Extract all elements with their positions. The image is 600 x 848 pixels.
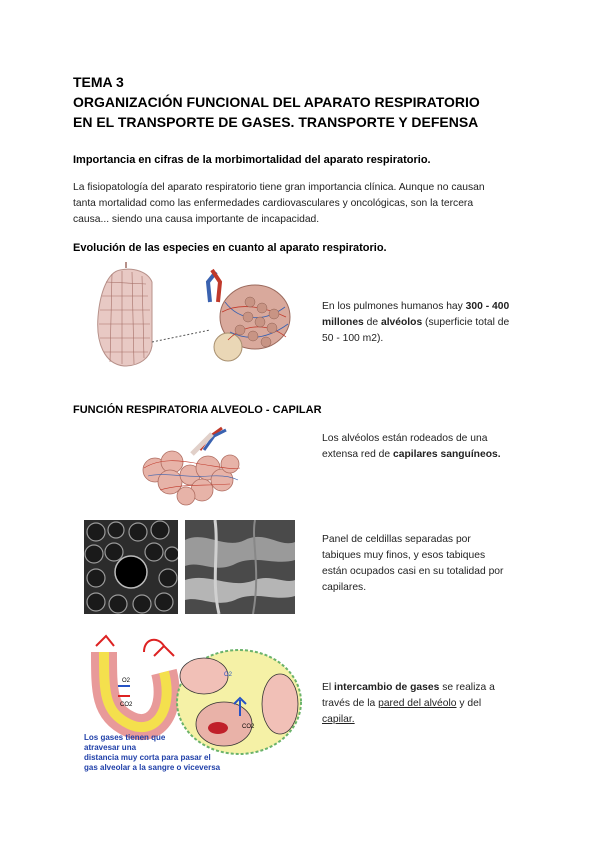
caption-line: Los alvéolos están rodeados de una	[322, 433, 488, 444]
page-title-line1: ORGANIZACIÓN FUNCIONAL DEL APARATO RESPIRATORIO	[73, 94, 480, 110]
diagram-caption-line: atravesar una	[84, 743, 137, 752]
paragraph-line: tanta mortalidad como las enfermedades cardiovasculares y oncológicas, son la tercera	[73, 198, 474, 209]
caption-line: están ocupados casi en su totalidad por	[322, 566, 504, 577]
diagram-caption-line: Los gases tienen que	[84, 733, 166, 742]
caption-line: 50 - 100 m2).	[322, 333, 384, 344]
section-heading-funcion: FUNCIÓN RESPIRATORIA ALVEOLO - CAPILAR	[73, 404, 322, 416]
caption-line: capilar.	[322, 714, 355, 725]
diagram-caption-line: gas alveolar a la sangre o viceversa	[84, 763, 221, 772]
section-heading-morbimortalidad: Importancia en cifras de la morbimortalidad del aparato respiratorio.	[73, 154, 431, 166]
caption-line: En los pulmones humanos hay 300 - 400	[322, 301, 510, 312]
caption-line: Panel de celdillas separadas por	[322, 534, 471, 545]
o2-label-left: O2	[122, 678, 131, 684]
co2-label-right: CO2	[242, 724, 255, 730]
section-heading-evolucion: Evolución de las especies en cuanto al aparato respiratorio.	[73, 242, 387, 254]
caption-line: tabiques muy finos, y esos tabiques	[322, 550, 486, 561]
paragraph-line: La fisiopatología del aparato respiratorio tiene gran importancia clínica. Aunque no causan	[73, 182, 485, 193]
caption-line: millones de alvéolos (superficie total de	[322, 317, 510, 328]
caption-line: extensa red de capilares sanguíneos.	[322, 449, 501, 460]
diagram-caption-line: distancia muy corta para pasar el	[84, 753, 211, 762]
alveolar-cluster-illustration	[130, 420, 260, 510]
microscopy-alveoli-photo	[84, 520, 178, 614]
microscopy-capillary-photo	[185, 520, 295, 614]
o2-label-right: O2	[224, 672, 233, 678]
lung-alveoli-illustration	[90, 262, 300, 372]
gas-exchange-diagram	[84, 632, 314, 778]
caption-line: El intercambio de gases se realiza a	[322, 682, 495, 693]
caption-line: través de la pared del alvéolo y del	[322, 698, 482, 709]
page-title-line2: EN EL TRANSPORTE DE GASES. TRANSPORTE Y DEFENSA	[73, 114, 479, 130]
co2-label-left: CO2	[120, 702, 133, 708]
paragraph-line: causa... siendo una causa importante de incapacidad.	[73, 214, 320, 225]
tema-label: TEMA 3	[73, 74, 124, 90]
caption-line: capilares.	[322, 582, 367, 593]
